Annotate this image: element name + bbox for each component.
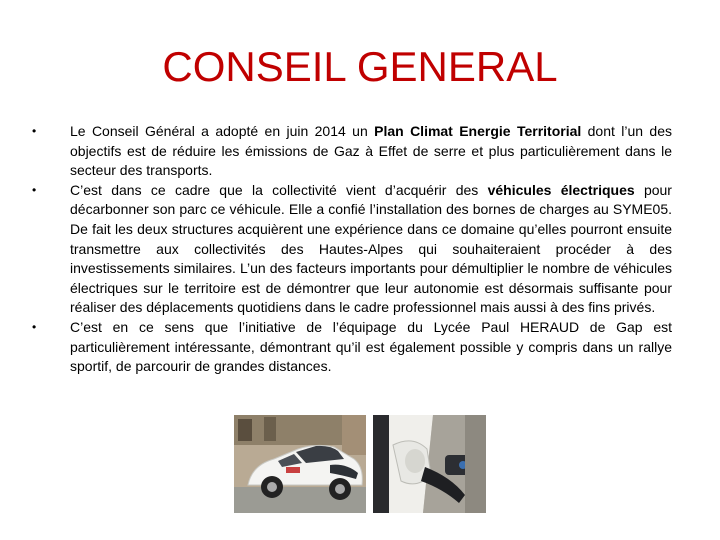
charging-plug-photo xyxy=(373,415,486,513)
bullet-item xyxy=(32,181,672,318)
electric-car-image xyxy=(234,415,366,513)
bullet-bold-text: véhicules électriques xyxy=(487,181,635,198)
bullet-text: C’est dans ce cadre que la collectivité vient d’acquérir des xyxy=(70,181,488,198)
slide-title: CONSEIL GENERAL xyxy=(162,43,558,90)
bullet-marker: • xyxy=(32,124,37,138)
bullet-list xyxy=(32,122,672,377)
charging-plug-image xyxy=(373,415,486,513)
bullet-marker: • xyxy=(32,182,37,197)
bullet-bold-text: Plan Climat Energie Territorial xyxy=(374,123,582,139)
bullet-text: Le Conseil Général a adopté en juin 2014 un xyxy=(70,123,375,139)
bullet-text: C’est en ce sens que l’initiative de l’équipage du Lycée Paul HERAUD de Gap est particulièrement intéressante, démontrant qu’il est également possible y compris dans un rallye sportif, de parcourir de grandes distances. xyxy=(70,318,672,375)
bullet-item xyxy=(32,318,672,377)
bullet-item xyxy=(32,122,672,181)
bullet-text: pour décarbonner son parc ce véhicule. Elle a confié l’installation des bornes de charges au SYME05. De fait les deux structures acquièrent une expérience dans ce domaine qu’elles pourront ensuite transmettre aux collectivités des Hautes-Alpes qui souhaiteraient procéder à des investissements similaires. L’un des facteurs importants pour démultiplier le nombre de véhicules électriques sur le territoire est de démontrer que leur autonomie est désormais suffisante pour réaliser des déplacements quotidiens dans le cadre professionnel mais aussi à des fins privés. xyxy=(70,181,672,316)
bullet-text: dont l’un des objectifs est de réduire les émissions de Gaz à Effet de serre et plus particulièrement dans le secteur des transports. xyxy=(70,123,672,179)
bullet-marker: • xyxy=(32,319,37,334)
electric-car-photo xyxy=(234,415,366,513)
